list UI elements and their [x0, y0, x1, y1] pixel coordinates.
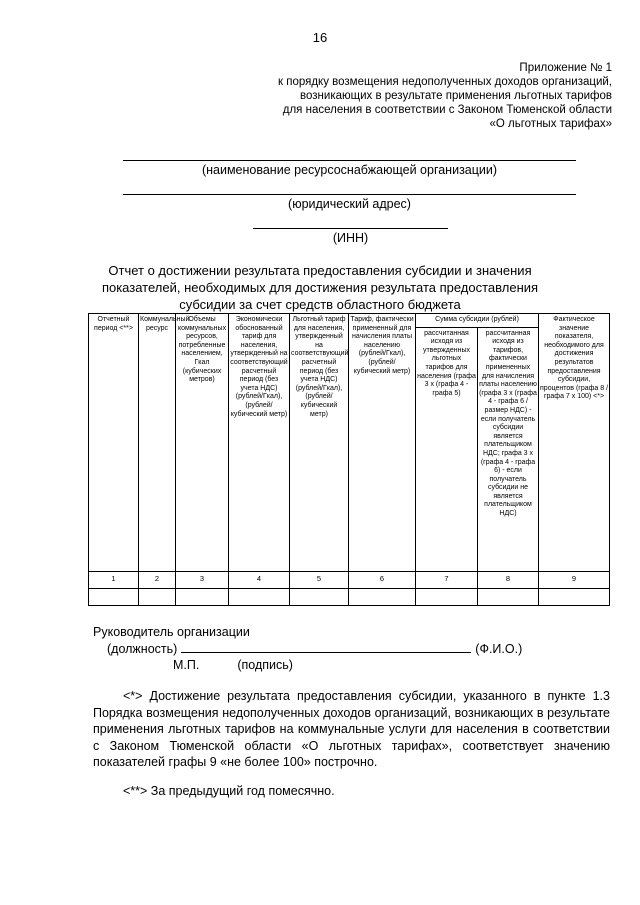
appendix-header	[212, 61, 612, 131]
header-utility-resource: Коммунальный ресурс	[139, 314, 176, 572]
table-cell: 8	[478, 571, 539, 588]
table-cell	[416, 588, 478, 605]
legal-address-line	[123, 194, 576, 195]
table-cell: 4	[229, 571, 290, 588]
inn-line	[253, 228, 448, 229]
signature-position: (должность)	[107, 642, 178, 656]
header-reporting-period: Отчетный период <**>	[89, 314, 139, 572]
signature-fio: (Ф.И.О.)	[475, 642, 523, 656]
appendix-line-3: для населения в соответствии с Законом Тюменской области	[282, 104, 612, 116]
header-economic-tariff: Экономически обоснованный тариф для населения, утвержденный на соответствующий расчетный период (без учета НДС) (рублей/Гкал), (рублей/ кубический метр)	[229, 314, 290, 572]
signature-sign: (подпись)	[237, 658, 293, 672]
report-title	[60, 262, 580, 313]
legal-address-caption: (юридический адрес)	[288, 197, 411, 211]
header-actual-indicator: Фактическое значение показателя, необходимого для достижения результатов предоставления субсидии, процентов (графа 8 / графа 7 x 100) <*>	[539, 314, 610, 572]
header-subsidy-by-applied: рассчитанная исходя из тарифов, фактически примененных для начисления платы населению (графа 3 x (графа 4 - графа 6 / размер НДС) - если получатель субсидии является плательщиком НДС; графа 3 x (графа 4 - графа 6) - если получатель субсидии не является плательщиком НДС)	[478, 327, 539, 571]
signature-underline	[181, 640, 471, 653]
org-name-caption: (наименование ресурсоснабжающей организации)	[201, 163, 498, 177]
table-row-empty	[89, 588, 610, 605]
header-subsidy-by-preferential: рассчитанная исходя из утвержденных льготных тарифов для населения (графа 3 x (графа 4 - графа 5)	[416, 327, 478, 571]
report-title-line-2: показателей, необходимых для достижения результата предоставления	[101, 280, 539, 295]
appendix-line-1: к порядку возмещения недополученных доходов организаций,	[278, 76, 612, 88]
footnotes	[93, 688, 610, 811]
signature-stamp-line	[93, 657, 593, 673]
report-title-line-1: Отчет о достижении результата предоставления субсидии и значения	[108, 263, 532, 278]
table-row-index	[89, 571, 610, 588]
table-cell: 6	[349, 571, 416, 588]
appendix-line-2: возникающих в результате применения льготных тарифов	[300, 90, 612, 102]
header-subsidy-amount: Сумма субсидии (рублей)	[416, 314, 539, 328]
table-cell: 3	[176, 571, 229, 588]
footnote-2: <**> За предыдущий год помесячно.	[123, 783, 335, 798]
report-title-line-3: субсидии за счет средств областного бюджета	[179, 297, 461, 312]
table-cell	[290, 588, 349, 605]
table-cell: 7	[416, 571, 478, 588]
table-cell	[229, 588, 290, 605]
report-table	[88, 313, 610, 606]
table-cell	[176, 588, 229, 605]
table-cell: 9	[539, 571, 610, 588]
org-name-line	[123, 160, 576, 161]
appendix-line-4: «О льготных тарифах»	[489, 118, 612, 130]
inn-caption: (ИНН)	[332, 231, 369, 245]
table-cell	[539, 588, 610, 605]
header-resource-volume: Объемы коммунальных ресурсов, потребленные населением, Гкал (кубических метров)	[176, 314, 229, 572]
table-cell: 5	[290, 571, 349, 588]
appendix-title: Приложение № 1	[519, 62, 612, 74]
table-cell	[478, 588, 539, 605]
signature-line	[93, 640, 593, 657]
table-cell: 2	[139, 571, 176, 588]
signature-block	[93, 624, 593, 673]
signature-stamp: М.П.	[173, 658, 200, 672]
table-cell	[349, 588, 416, 605]
table-cell	[89, 588, 139, 605]
footnote-1: <*> Достижение результата предоставления субсидии, указанного в пункте 1.3 Порядка возмещения недополученных доходов организаций, возникающих в результате применения льготных тарифов на коммунальные услуги для населения в соответствии с Законом Тюменской области «О льготных тарифах», соответствует значению показателей графы 9 «не более 100» построчно.	[93, 689, 610, 769]
header-preferential-tariff: Льготный тариф для населения, утвержденный на соответствующий расчетный период (без учета НДС) (рублей/Гкал), (рублей/ кубический метр)	[290, 314, 349, 572]
table-cell: 1	[89, 571, 139, 588]
signature-head: Руководитель организации	[93, 625, 250, 639]
table-cell	[139, 588, 176, 605]
page-number: 16	[312, 30, 328, 45]
header-applied-tariff: Тариф, фактически примененный для начисления платы населению (рублей/Гкал), (рублей/ кубический метр)	[349, 314, 416, 572]
